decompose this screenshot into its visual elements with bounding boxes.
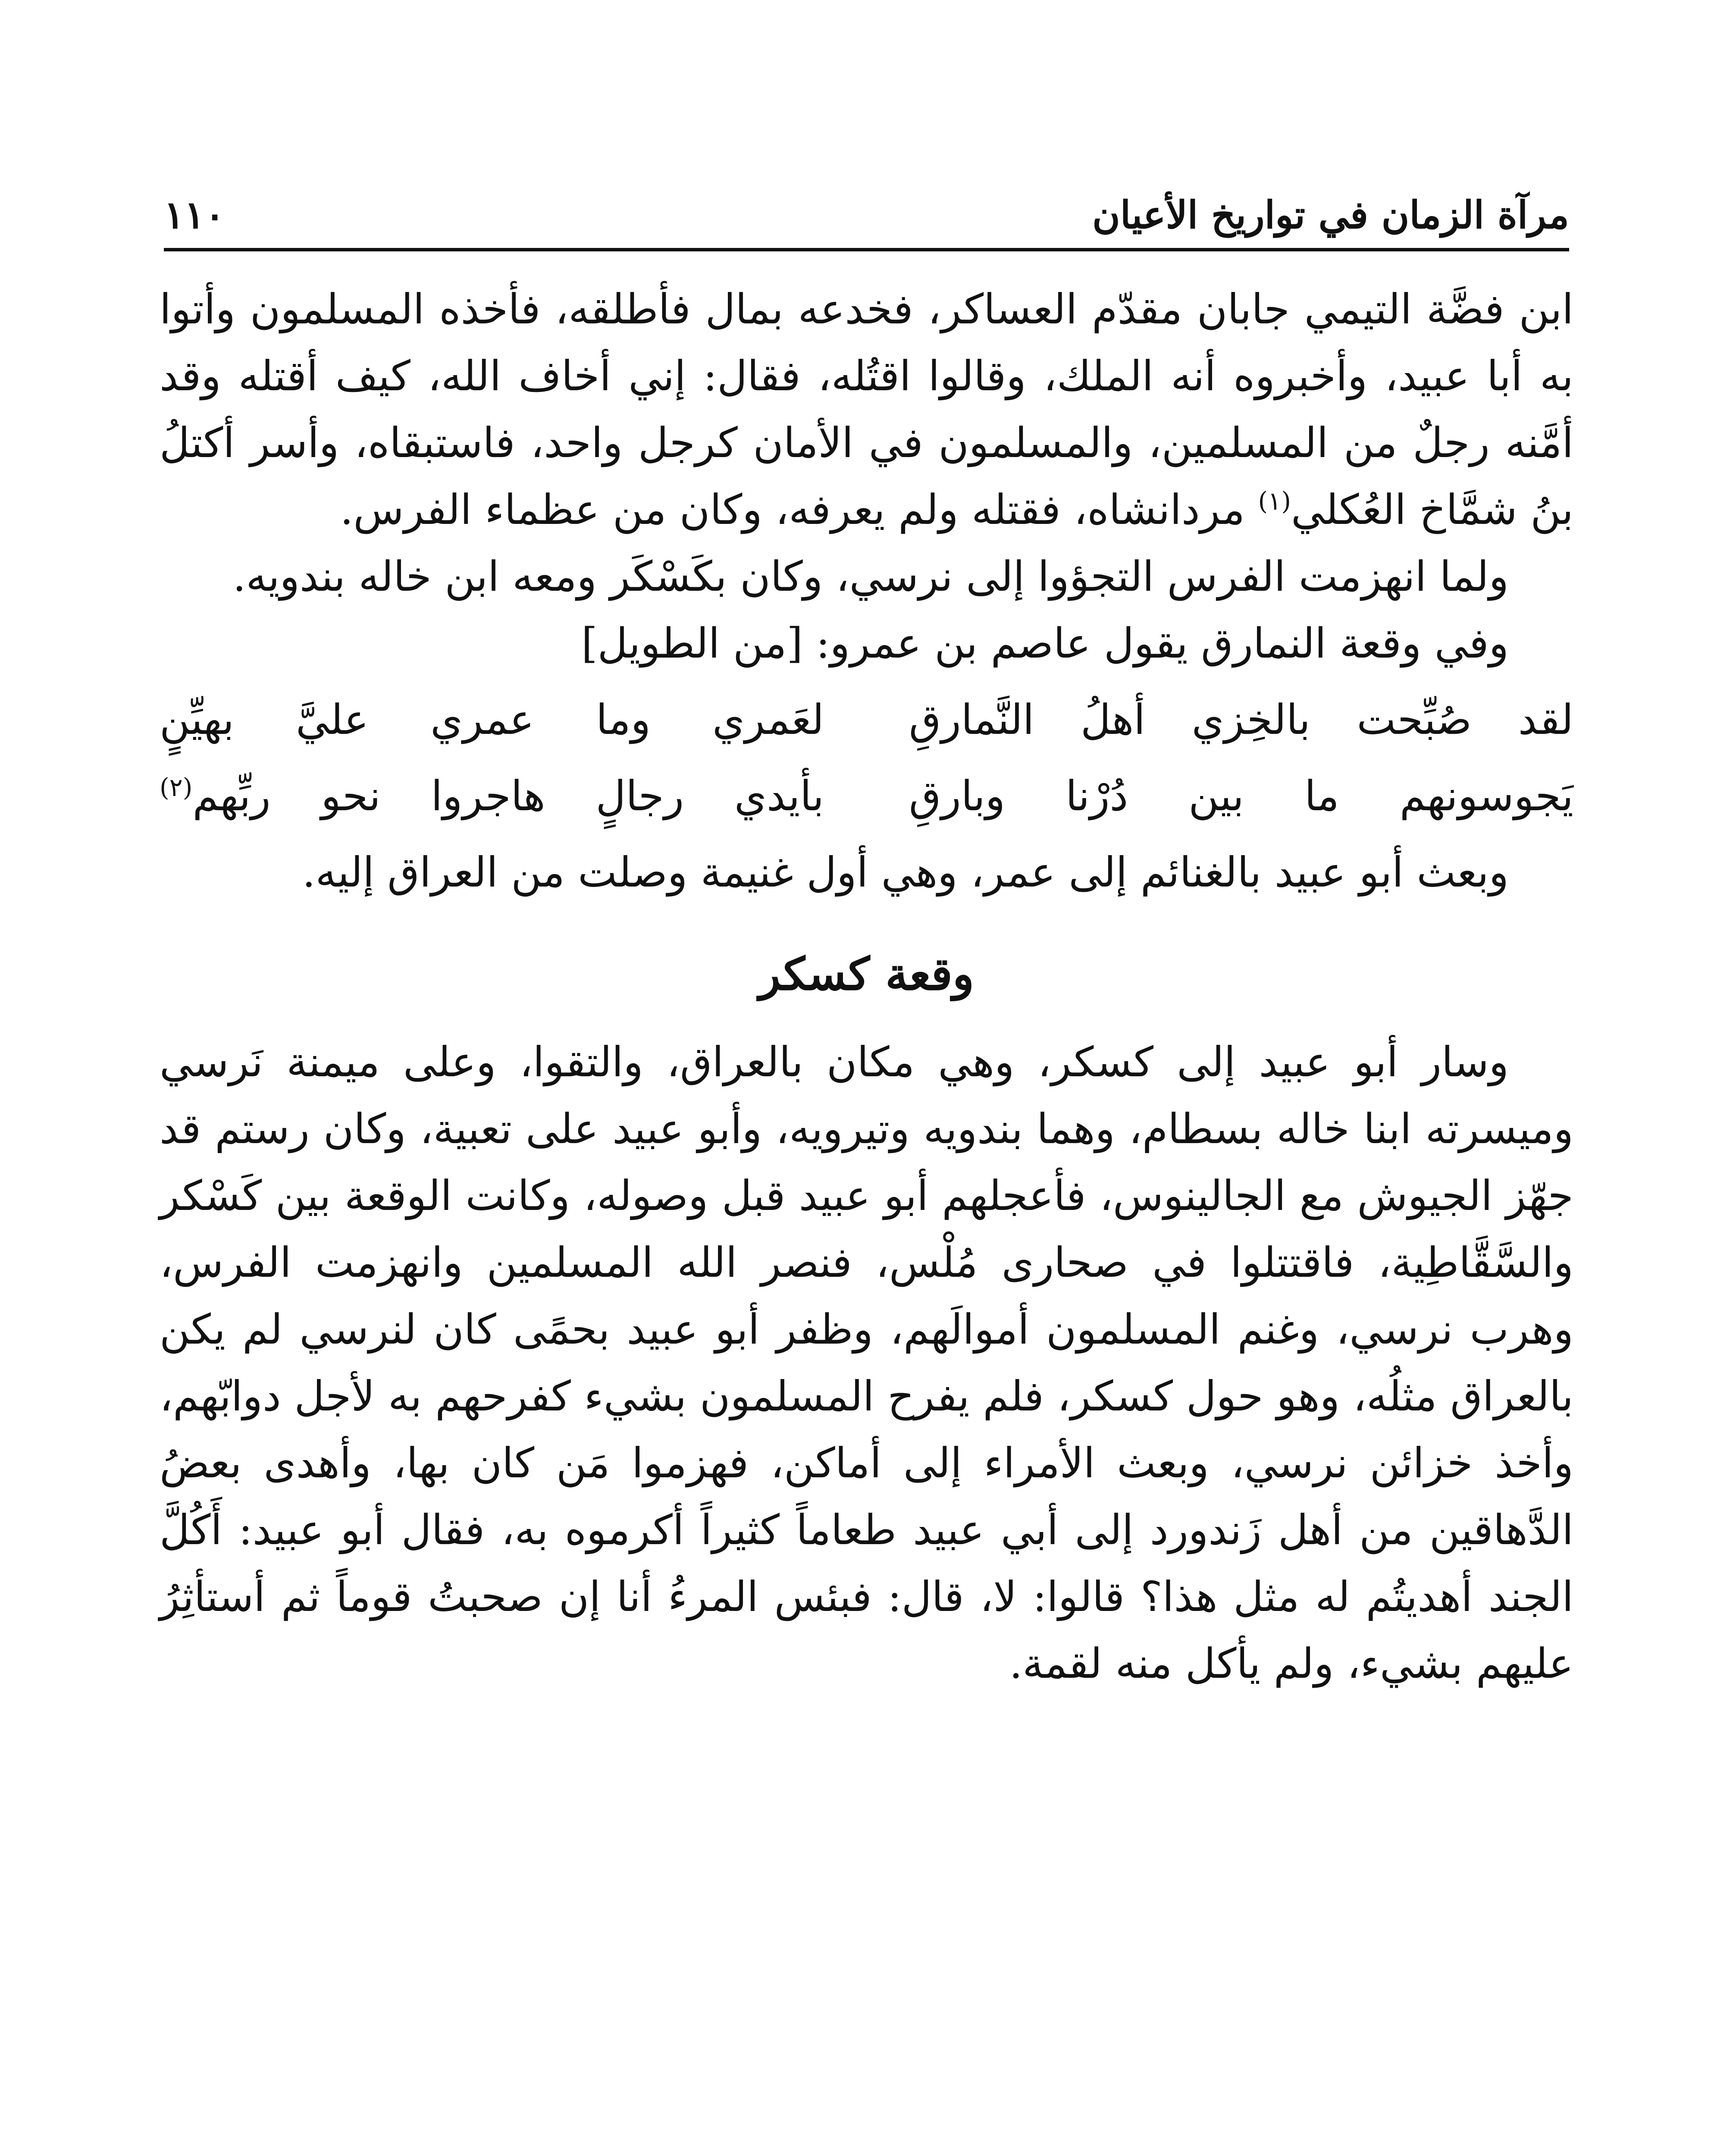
paragraph-1-text: ابن فضَّة التيمي جابان مقدّم العساكر، فخدعه بمال فأطلقه، فأخذه المسلمون وأتوا به أبا عبيد، وأخبروه أنه الملك، وقالوا اقتُله، فقال: إني أخاف الله، كيف أقتله وقد أمَّنه رجلٌ من المسلمين، والمسلمون في الأمان كرجل واحد، فاستبقاه، وأسر أكتلُ بنُ شمَّاخ العُكلي xyxy=(160,285,1574,534)
page-header xyxy=(164,181,1569,237)
paragraph-1-end: مردانشاه، فقتله ولم يعرفه، وكان من عظماء الفرس. xyxy=(340,486,1245,534)
verse-1-hemistich-b: لقد صُبِّحت بالخِزي أهلُ النَّمارقِ xyxy=(909,696,1573,744)
paragraph-5: وسار أبو عبيد إلى كسكر، وهي مكان بالعراق، والتقوا، وعلى ميمنة نَرسي وميسرته ابنا خاله بسطام، وهما بندويه وتيرويه، وأبو عبيد على تعبية، وكان رستم قد جهّز الجيوش مع الجالينوس، فأعجلهم أبو عبيد قبل وصوله، وكانت الوقعة بين كَسْكر والسَّقَّاطِية، فاقتتلوا في صحارى مُلْس، فنصر الله المسلمين وانهزمت الفرس، وهرب نرسي، وغنم المسلمون أموالَهم، وظفر أبو عبيد بحمًى كان لنرسي لم يكن بالعراق مثلُه، وهو حول كسكر، فلم يفرح المسلمون بشيء كفرحهم به لأجل دوابّهم، وأخذ خزائن نرسي، وبعث الأمراء إلى أماكن، فهزموا مَن كان بها، وأهدى بعضُ الدَّهاقين من أهل زَندورد إلى أبي عبيد طعاماً كثيراً أكرموه به، فقال أبو عبيد: أَكُلَّ الجند أهديتُم له مثل هذا؟ قالوا: لا، قال: فبئس المرءُ أنا إن صحبتُ قوماً ثم أستأثِرُ عليهم بشيء، ولم يأكل منه لقمة. xyxy=(160,1038,1574,1688)
footnote-ref-1: (١) xyxy=(1258,486,1291,516)
section-heading: وقعة كسكر xyxy=(758,947,975,1000)
verse-2-hemistich-b-wrap xyxy=(160,763,824,830)
paragraph-3: وفي وقعة النمارق يقول عاصم بن عمرو: [من الطويل] xyxy=(581,619,1509,667)
header-rule xyxy=(164,248,1569,251)
footnote-ref-2: (٢) xyxy=(160,773,193,802)
verse-2-hemistich-a: يَجوسونهم ما بين دُرْنا وبارقِ xyxy=(909,772,1573,820)
paragraph-2: ولما انهزمت الفرس التجؤوا إلى نرسي، وكان بكَسْكَر ومعه ابن خاله بندويه. xyxy=(232,552,1509,601)
verse-2-hemistich-b: بأيدي رجالٍ هاجروا نحو ربِّهم xyxy=(192,772,824,820)
paragraph-4: وبعث أبو عبيد بالغنائم إلى عمر، وهي أول غنيمة وصلت من العراق إليه. xyxy=(302,848,1509,896)
page-number: ١١٠ xyxy=(164,192,225,237)
main-text xyxy=(160,276,1573,1697)
paragraph-1 xyxy=(160,276,1573,543)
verse-1-hemistich-a: لعَمري وما عمري عليَّ بهيِّنٍ xyxy=(160,696,824,744)
running-title: مرآة الزمان في تواريخ الأعيان xyxy=(1092,192,1569,237)
verse-line-2 xyxy=(160,763,1573,830)
verse-line-1 xyxy=(160,686,1573,753)
